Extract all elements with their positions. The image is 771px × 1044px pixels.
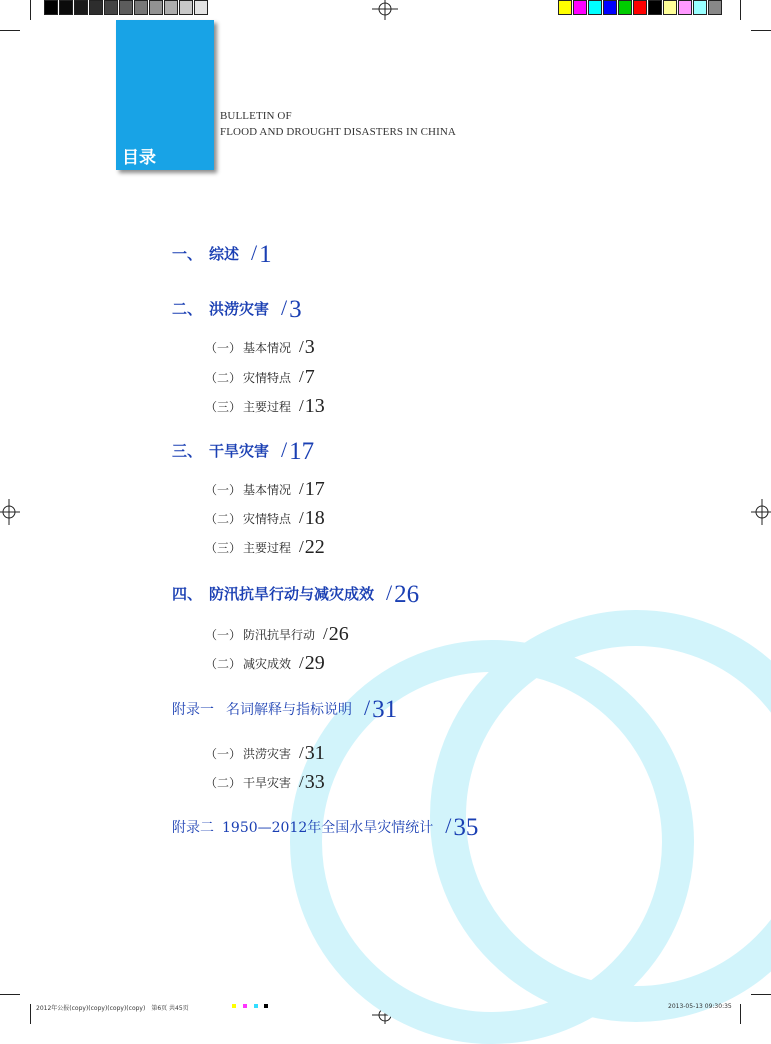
registration-target-icon: [751, 497, 771, 527]
gray-swatch: [194, 0, 208, 15]
toc-entry-appendix-1[interactable]: [172, 695, 397, 724]
crop-mark: [751, 30, 771, 31]
toc-subentry[interactable]: [205, 478, 325, 501]
toc-sub-number: （一）: [205, 747, 242, 761]
toc-sub-title: 基本情况: [243, 483, 292, 497]
gray-swatch: [179, 0, 193, 15]
toc-label: 目录: [122, 148, 156, 168]
color-swatch: [678, 0, 692, 15]
crop-mark: [740, 1004, 741, 1024]
toc-subentry[interactable]: [205, 652, 325, 675]
crop-mark: [740, 0, 741, 20]
color-swatch: [573, 0, 587, 15]
crop-mark: [30, 0, 31, 20]
toc-number: 三、: [172, 442, 203, 460]
toc-sub-number: （二）: [205, 371, 242, 385]
footer-color-dot: [264, 1004, 268, 1008]
page-separator: /: [299, 396, 304, 415]
gray-swatch: [164, 0, 178, 15]
color-swatch: [588, 0, 602, 15]
crop-mark: [0, 30, 20, 31]
toc-sub-title: 灾情特点: [243, 371, 292, 385]
toc-title: 干旱灾害: [209, 442, 270, 460]
color-swatch: [693, 0, 707, 15]
toc-page-number: 13: [304, 395, 325, 417]
toc-page-number: 17: [304, 478, 325, 500]
page-separator: /: [299, 743, 304, 762]
toc-entry-section-3[interactable]: [172, 437, 314, 466]
toc-sub-title: 洪涝灾害: [243, 747, 292, 761]
page-separator: /: [299, 772, 304, 791]
crop-mark: [0, 994, 20, 995]
toc-sub-title: 主要过程: [243, 541, 292, 555]
toc-sub-title: 主要过程: [243, 400, 292, 414]
color-swatch: [663, 0, 677, 15]
color-swatch: [558, 0, 572, 15]
color-swatch: [633, 0, 647, 15]
toc-sub-number: （一）: [205, 341, 242, 355]
toc-sub-title: 灾情特点: [243, 512, 292, 526]
page-separator: /: [299, 367, 304, 386]
toc-page-number: 7: [304, 366, 315, 388]
footer-color-dot: [232, 1004, 236, 1008]
crop-mark: [30, 1004, 31, 1024]
toc-page-number: 29: [304, 652, 325, 674]
gray-swatch: [134, 0, 148, 15]
gray-swatch: [59, 0, 73, 15]
toc-page-number: 18: [304, 507, 325, 529]
footer-timestamp: 2013-05-13 09:30:35: [668, 1003, 732, 1010]
toc-page-number: 31: [304, 742, 325, 764]
toc-subentry[interactable]: [205, 771, 325, 794]
toc-sub-number: （一）: [205, 483, 242, 497]
toc-sub-number: （二）: [205, 776, 242, 790]
footer-color-dot: [254, 1004, 258, 1008]
toc-number: 二、: [172, 300, 203, 318]
toc-number: 附录一: [172, 702, 214, 718]
toc-page-number: 1: [259, 241, 272, 268]
gray-swatch: [74, 0, 88, 15]
toc-page-number: 3: [304, 336, 315, 358]
footer-color-dot: [243, 1004, 247, 1008]
toc-sub-title: 防汛抗旱行动: [243, 628, 316, 642]
toc-subentry[interactable]: [205, 623, 349, 646]
crop-mark: [751, 994, 771, 995]
toc-page-number: 26: [394, 581, 420, 608]
page-separator: /: [281, 437, 288, 462]
registration-target-icon: [370, 0, 400, 20]
toc-page-number: 35: [453, 814, 479, 841]
toc-sub-title: 减灾成效: [243, 657, 292, 671]
gray-swatch: [104, 0, 118, 15]
toc-number: 一、: [172, 245, 203, 263]
toc-page-number: 33: [304, 771, 325, 793]
toc-page-number: 22: [304, 536, 325, 558]
color-swatch: [618, 0, 632, 15]
registration-target-icon: [0, 497, 20, 527]
toc-subentry[interactable]: [205, 742, 325, 765]
page-separator: /: [299, 653, 304, 672]
toc-sub-number: （三）: [205, 541, 242, 555]
page-separator: /: [299, 337, 304, 356]
toc-page-number: 26: [328, 623, 349, 645]
page-separator: /: [445, 813, 452, 838]
toc-entry-appendix-2[interactable]: [172, 813, 478, 842]
page-separator: /: [299, 537, 304, 556]
toc-entry-section-2[interactable]: [172, 295, 302, 324]
gray-swatch: [149, 0, 163, 15]
toc-sub-number: （一）: [205, 628, 242, 642]
page-separator: /: [251, 240, 258, 265]
toc-sub-number: （二）: [205, 512, 242, 526]
bulletin-title-line2: FLOOD AND DROUGHT DISASTERS IN CHINA: [220, 126, 456, 138]
page-separator: /: [386, 580, 393, 605]
toc-subentry[interactable]: [205, 336, 315, 359]
toc-subentry[interactable]: [205, 395, 325, 418]
gray-swatch: [89, 0, 103, 15]
toc-page-number: 3: [289, 296, 302, 323]
toc-page-number: 17: [289, 438, 315, 465]
bulletin-title-line1: BULLETIN OF: [220, 110, 292, 122]
toc-sub-title: 干旱灾害: [243, 776, 292, 790]
toc-title: 综述: [209, 245, 240, 263]
toc-page-number: 31: [372, 696, 398, 723]
gray-swatch: [119, 0, 133, 15]
toc-subentry[interactable]: [205, 536, 325, 559]
page-separator: /: [364, 695, 371, 720]
toc-sub-title: 基本情况: [243, 341, 292, 355]
page-separator: /: [299, 479, 304, 498]
toc-title: 1950—2012年全国水旱灾情统计: [222, 820, 434, 836]
footer-file-info: 2012年公报(copy)(copy)(copy)(copy) 第6页 共45页: [36, 1005, 189, 1012]
toc-number: 四、: [172, 585, 203, 603]
toc-sub-number: （二）: [205, 657, 242, 671]
color-swatch: [708, 0, 722, 15]
toc-number: 附录二: [172, 820, 214, 836]
toc-title: 名词解释与指标说明: [226, 702, 352, 718]
page-separator: /: [281, 295, 288, 320]
color-swatch: [603, 0, 617, 15]
toc-sub-number: （三）: [205, 400, 242, 414]
toc-entry-section-4[interactable]: [172, 580, 419, 609]
toc-title: 防汛抗旱行动与减灾成效: [209, 585, 375, 603]
gray-swatch: [44, 0, 58, 15]
toc-subentry[interactable]: [205, 507, 325, 530]
toc-title: 洪涝灾害: [209, 300, 270, 318]
color-swatch: [648, 0, 662, 15]
toc-subentry[interactable]: [205, 366, 315, 389]
page-separator: /: [299, 508, 304, 527]
page-separator: /: [323, 624, 328, 643]
toc-entry-section-1[interactable]: [172, 240, 272, 269]
